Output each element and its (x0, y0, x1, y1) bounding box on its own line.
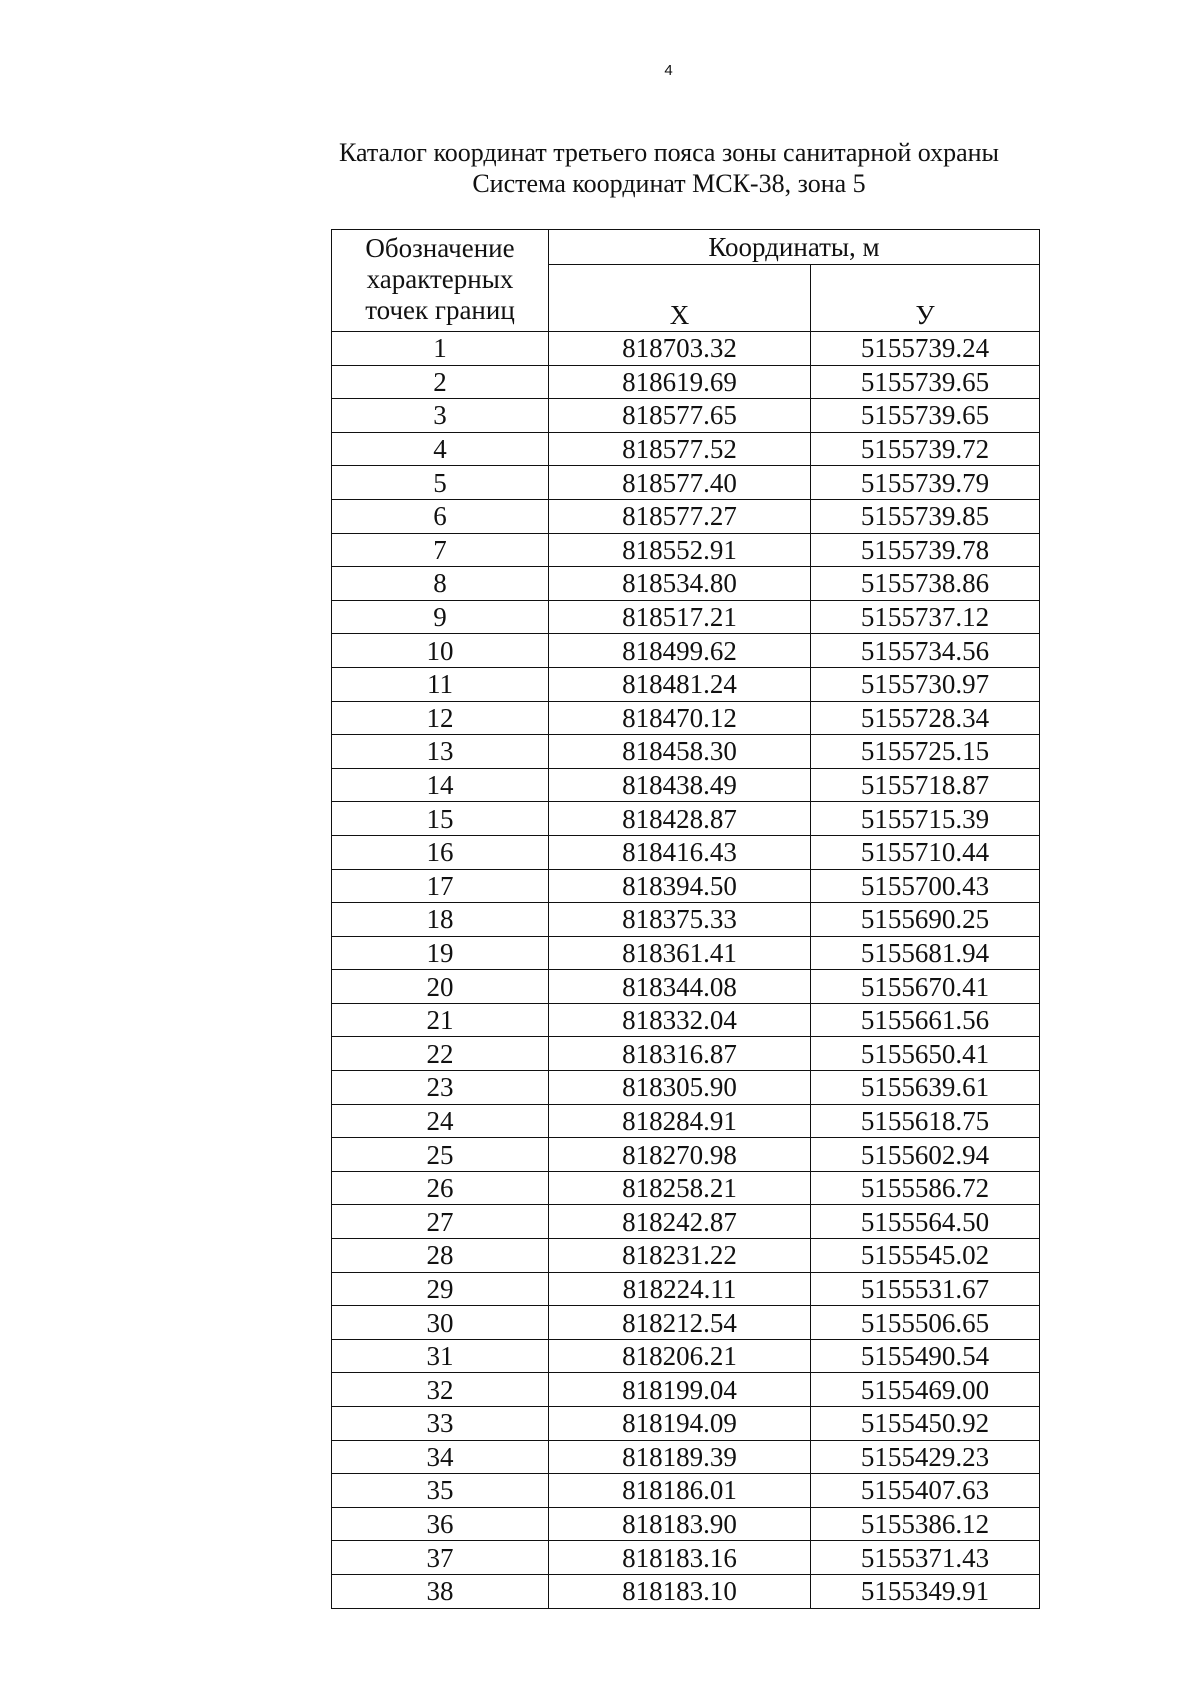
table-row (332, 701, 1040, 735)
x-coordinate-cell: 818577.27 (549, 499, 811, 533)
point-number-cell: 20 (332, 970, 549, 1004)
y-coordinate-cell: 5155739.79 (811, 466, 1040, 500)
point-number-cell: 9 (332, 600, 549, 634)
table-row (332, 634, 1040, 668)
point-number-cell: 18 (332, 903, 549, 937)
y-coordinate-cell: 5155700.43 (811, 869, 1040, 903)
x-coordinate-cell: 818703.32 (549, 332, 811, 366)
x-coordinate-cell: 818270.98 (549, 1138, 811, 1172)
x-coordinate-cell: 818394.50 (549, 869, 811, 903)
point-number-cell: 27 (332, 1205, 549, 1239)
table-row (332, 1104, 1040, 1138)
y-coordinate-cell: 5155545.02 (811, 1239, 1040, 1273)
y-coordinate-cell: 5155738.86 (811, 567, 1040, 601)
x-coordinate-cell: 818332.04 (549, 1003, 811, 1037)
point-number-cell: 24 (332, 1104, 549, 1138)
point-number-cell: 10 (332, 634, 549, 668)
y-coordinate-cell: 5155730.97 (811, 667, 1040, 701)
y-coordinate-cell: 5155564.50 (811, 1205, 1040, 1239)
y-coordinate-cell: 5155386.12 (811, 1507, 1040, 1541)
x-coordinate-cell: 818183.10 (549, 1574, 811, 1608)
point-number-cell: 6 (332, 499, 549, 533)
table-row (332, 365, 1040, 399)
coordinates-table (331, 229, 1040, 1609)
header-y: У (811, 265, 1040, 332)
table-row (332, 735, 1040, 769)
x-coordinate-cell: 818231.22 (549, 1239, 811, 1273)
point-number-cell: 12 (332, 701, 549, 735)
table-row (332, 466, 1040, 500)
table-row (332, 667, 1040, 701)
x-coordinate-cell: 818577.52 (549, 432, 811, 466)
y-coordinate-cell: 5155349.91 (811, 1574, 1040, 1608)
header-x: Х (549, 265, 811, 332)
y-coordinate-cell: 5155371.43 (811, 1541, 1040, 1575)
point-number-cell: 28 (332, 1239, 549, 1273)
table-row (332, 1574, 1040, 1608)
y-coordinate-cell: 5155586.72 (811, 1171, 1040, 1205)
y-coordinate-cell: 5155739.65 (811, 399, 1040, 433)
x-coordinate-cell: 818428.87 (549, 802, 811, 836)
table-row (332, 1272, 1040, 1306)
table-header (332, 230, 1040, 332)
y-coordinate-cell: 5155602.94 (811, 1138, 1040, 1172)
y-coordinate-cell: 5155681.94 (811, 936, 1040, 970)
x-coordinate-cell: 818242.87 (549, 1205, 811, 1239)
point-number-cell: 26 (332, 1171, 549, 1205)
y-coordinate-cell: 5155734.56 (811, 634, 1040, 668)
table-row (332, 600, 1040, 634)
y-coordinate-cell: 5155739.24 (811, 332, 1040, 366)
x-coordinate-cell: 818619.69 (549, 365, 811, 399)
title-line-2: Система координат МСК-38, зона 5 (472, 169, 866, 198)
header-designation-line-3: точек границ (365, 295, 515, 325)
point-number-cell: 25 (332, 1138, 549, 1172)
header-point-designation (332, 230, 549, 332)
title-line-1: Каталог координат третьего пояса зоны санитарной охраны (338, 138, 1000, 167)
x-coordinate-cell: 818438.49 (549, 768, 811, 802)
table-row (332, 1171, 1040, 1205)
table-body (332, 332, 1040, 1609)
y-coordinate-cell: 5155670.41 (811, 970, 1040, 1004)
y-coordinate-cell: 5155429.23 (811, 1440, 1040, 1474)
point-number-cell: 37 (332, 1541, 549, 1575)
x-coordinate-cell: 818189.39 (549, 1440, 811, 1474)
table-row (332, 970, 1040, 1004)
table-row (332, 768, 1040, 802)
x-coordinate-cell: 818316.87 (549, 1037, 811, 1071)
document-title (0, 137, 1200, 199)
point-number-cell: 14 (332, 768, 549, 802)
x-coordinate-cell: 818481.24 (549, 667, 811, 701)
table-row (332, 533, 1040, 567)
x-coordinate-cell: 818517.21 (549, 600, 811, 634)
x-coordinate-cell: 818534.80 (549, 567, 811, 601)
x-coordinate-cell: 818499.62 (549, 634, 811, 668)
table-row (332, 1507, 1040, 1541)
table-row (332, 1205, 1040, 1239)
x-coordinate-cell: 818305.90 (549, 1071, 811, 1105)
table-row (332, 903, 1040, 937)
point-number-cell: 32 (332, 1373, 549, 1407)
point-number-cell: 8 (332, 567, 549, 601)
point-number-cell: 4 (332, 432, 549, 466)
point-number-cell: 34 (332, 1440, 549, 1474)
y-coordinate-cell: 5155639.61 (811, 1071, 1040, 1105)
point-number-cell: 33 (332, 1407, 549, 1441)
y-coordinate-cell: 5155725.15 (811, 735, 1040, 769)
point-number-cell: 7 (332, 533, 549, 567)
x-coordinate-cell: 818284.91 (549, 1104, 811, 1138)
x-coordinate-cell: 818183.90 (549, 1507, 811, 1541)
x-coordinate-cell: 818344.08 (549, 970, 811, 1004)
table-row (332, 1474, 1040, 1508)
point-number-cell: 29 (332, 1272, 549, 1306)
y-coordinate-cell: 5155710.44 (811, 835, 1040, 869)
y-coordinate-cell: 5155450.92 (811, 1407, 1040, 1441)
y-coordinate-cell: 5155715.39 (811, 802, 1040, 836)
point-number-cell: 15 (332, 802, 549, 836)
x-coordinate-cell: 818416.43 (549, 835, 811, 869)
point-number-cell: 2 (332, 365, 549, 399)
point-number-cell: 21 (332, 1003, 549, 1037)
x-coordinate-cell: 818199.04 (549, 1373, 811, 1407)
header-designation-line-1: Обозначение (365, 233, 515, 263)
point-number-cell: 16 (332, 835, 549, 869)
y-coordinate-cell: 5155718.87 (811, 768, 1040, 802)
x-coordinate-cell: 818206.21 (549, 1339, 811, 1373)
point-number-cell: 38 (332, 1574, 549, 1608)
y-coordinate-cell: 5155650.41 (811, 1037, 1040, 1071)
y-coordinate-cell: 5155531.67 (811, 1272, 1040, 1306)
point-number-cell: 1 (332, 332, 549, 366)
header-coordinates: Координаты, м (549, 230, 1040, 265)
table-row (332, 1306, 1040, 1340)
point-number-cell: 36 (332, 1507, 549, 1541)
point-number-cell: 17 (332, 869, 549, 903)
x-coordinate-cell: 818212.54 (549, 1306, 811, 1340)
x-coordinate-cell: 818183.16 (549, 1541, 811, 1575)
point-number-cell: 23 (332, 1071, 549, 1105)
table-row (332, 332, 1040, 366)
point-number-cell: 31 (332, 1339, 549, 1373)
x-coordinate-cell: 818258.21 (549, 1171, 811, 1205)
table-row (332, 1373, 1040, 1407)
table-row (332, 432, 1040, 466)
table-row (332, 1071, 1040, 1105)
table-row (332, 869, 1040, 903)
y-coordinate-cell: 5155407.63 (811, 1474, 1040, 1508)
point-number-cell: 19 (332, 936, 549, 970)
y-coordinate-cell: 5155469.00 (811, 1373, 1040, 1407)
point-number-cell: 11 (332, 667, 549, 701)
y-coordinate-cell: 5155728.34 (811, 701, 1040, 735)
table-row (332, 1440, 1040, 1474)
table-row (332, 1407, 1040, 1441)
table-row (332, 835, 1040, 869)
x-coordinate-cell: 818224.11 (549, 1272, 811, 1306)
table-row (332, 936, 1040, 970)
y-coordinate-cell: 5155739.65 (811, 365, 1040, 399)
x-coordinate-cell: 818470.12 (549, 701, 811, 735)
x-coordinate-cell: 818458.30 (549, 735, 811, 769)
table-row (332, 567, 1040, 601)
x-coordinate-cell: 818194.09 (549, 1407, 811, 1441)
point-number-cell: 5 (332, 466, 549, 500)
table-row (332, 1037, 1040, 1071)
point-number-cell: 3 (332, 399, 549, 433)
point-number-cell: 30 (332, 1306, 549, 1340)
x-coordinate-cell: 818186.01 (549, 1474, 811, 1508)
table-row (332, 802, 1040, 836)
table-row (332, 1239, 1040, 1273)
x-coordinate-cell: 818361.41 (549, 936, 811, 970)
x-coordinate-cell: 818552.91 (549, 533, 811, 567)
y-coordinate-cell: 5155739.78 (811, 533, 1040, 567)
y-coordinate-cell: 5155618.75 (811, 1104, 1040, 1138)
table-row (332, 1003, 1040, 1037)
point-number-cell: 13 (332, 735, 549, 769)
y-coordinate-cell: 5155737.12 (811, 600, 1040, 634)
y-coordinate-cell: 5155490.54 (811, 1339, 1040, 1373)
table-row (332, 1138, 1040, 1172)
y-coordinate-cell: 5155739.72 (811, 432, 1040, 466)
table-row (332, 1339, 1040, 1373)
point-number-cell: 22 (332, 1037, 549, 1071)
table-row (332, 499, 1040, 533)
x-coordinate-cell: 818375.33 (549, 903, 811, 937)
table-row (332, 399, 1040, 433)
page-number: 4 (664, 62, 673, 79)
y-coordinate-cell: 5155661.56 (811, 1003, 1040, 1037)
x-coordinate-cell: 818577.65 (549, 399, 811, 433)
y-coordinate-cell: 5155506.65 (811, 1306, 1040, 1340)
y-coordinate-cell: 5155690.25 (811, 903, 1040, 937)
y-coordinate-cell: 5155739.85 (811, 499, 1040, 533)
point-number-cell: 35 (332, 1474, 549, 1508)
x-coordinate-cell: 818577.40 (549, 466, 811, 500)
header-designation-line-2: характерных (366, 264, 514, 294)
table-row (332, 1541, 1040, 1575)
